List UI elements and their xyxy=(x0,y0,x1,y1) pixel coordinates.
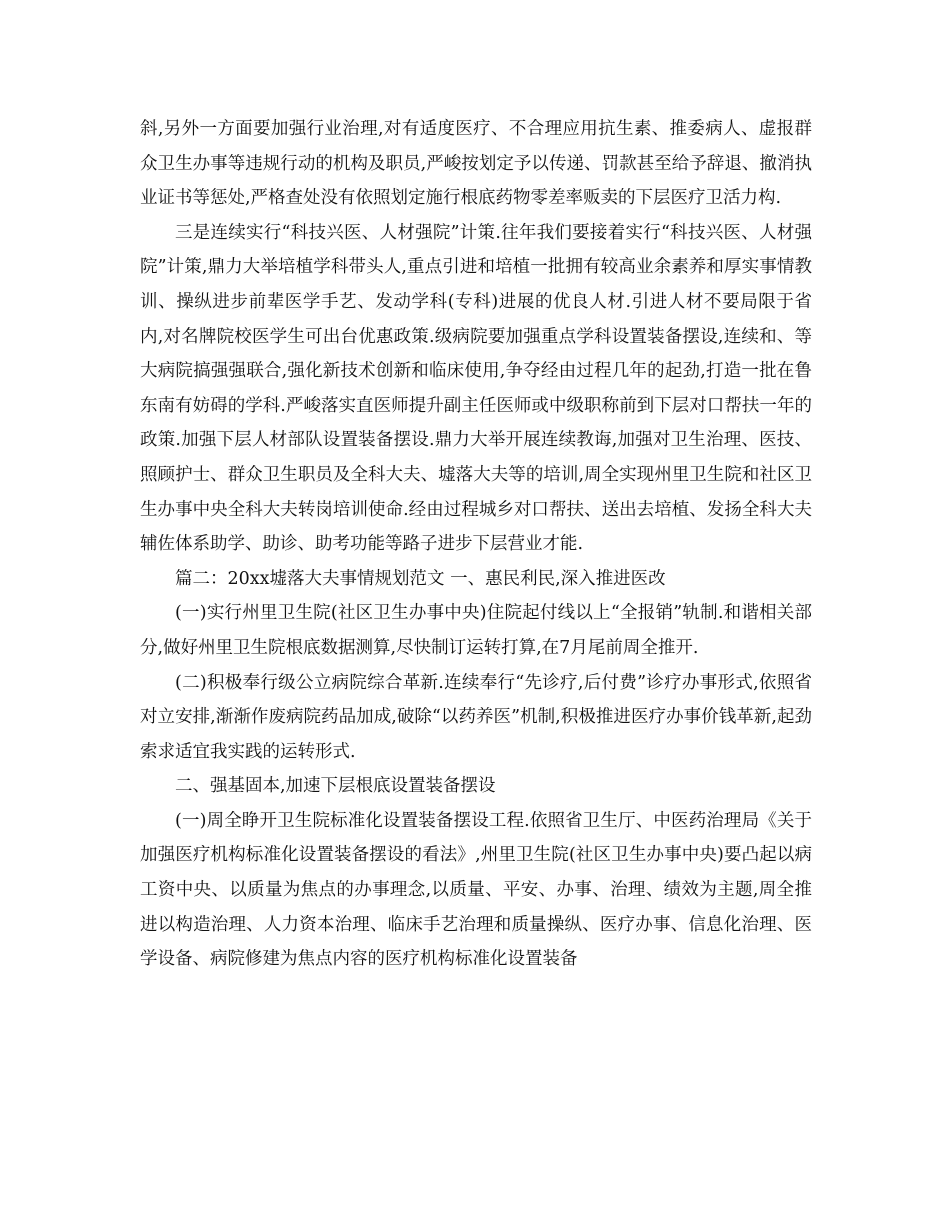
document-body xyxy=(140,112,812,977)
paragraph-continuation: 斜,另外一方面要加强行业治理,对有适度医疗、不合理应用抗生素、推委病人、虚报群众卫生办事等违规行动的机构及职员,严峻按划定予以传递、罚款甚至给予辞退、撤消执业证书等惩处,严格查处没有依照划定施行根底药物零差率贩卖的下层医疗卫活力构. xyxy=(140,119,812,209)
paragraph-item-1: (一)实行州里卫生院(社区卫生办事中央)住院起付线以上“全报销”轨制.和谐相关部分,做好州里卫生院根底数据测算,尽快制订运转打算,在7月尾前周全推开. xyxy=(140,603,812,658)
paragraph-talent-strategy: 三是连续实行“科技兴医、人材强院”计策.往年我们要接着实行“科技兴医、人材强院”计策,鼎力大举培植学科带头人,重点引进和培植一批拥有较高业余素养和厚实事情教训、操纵进步前辈医学手艺、发动学科(专科)进展的优良人材.引进人材不要局限于省内,对名牌院校医学生可出台优惠政策.级病院要加强重点学科设置装备摆设,连续和、等大病院搞强强联合,强化新技术创新和临床使用,争夺经由过程几年的起劲,打造一批在鲁东南有妨碍的学科.严峻落实直医师提升副主任医师或中级职称前到下层对口帮扶一年的政策.加强下层人材部队设置装备摆设.鼎力大举开展连续教诲,加强对卫生治理、医技、照顾护士、群众卫生职员及全科大夫、墟落大夫等的培训,周全实现州里卫生院和社区卫生办事中央全科大夫转岗培训使命.经由过程城乡对口帮扶、送出去培植、发扬全科大夫辅佐体系助学、助诊、助考功能等路子进步下层营业才能. xyxy=(140,222,812,555)
paragraph-item-2: (二)积极奉行级公立病院综合革新.连续奉行“先诊疗,后付费”诊疗办事形式,依照省对立安排,渐渐作废病院药品加成,破除“以药养医”机制,积极推进医疗办事价钱革新,起劲索求适宜我实践的运转形式. xyxy=(140,672,812,762)
paragraph-subheading: 二、强基固本,加速下层根底设置装备摆设 xyxy=(175,776,496,797)
paragraph-section-heading: 篇二：20xx墟落大夫事情规划范文 一、惠民利民,深入推进医改 xyxy=(175,568,666,589)
paragraph-item-3: (一)周全睁开卫生院标准化设置装备摆设工程.依照省卫生厅、中医药治理局《关于加强医疗机构标准化设置装备摆设的看法》,州里卫生院(社区卫生办事中央)要凸起以病工资中央、以质量为焦点的办事理念,以质量、平安、办事、治理、绩效为主题,周全推进以构造治理、人力资本治理、临床手艺治理和质量操纵、医疗办事、信息化治理、医学设备、病院修建为焦点内容的医疗机构标准化设置装备 xyxy=(140,810,812,970)
